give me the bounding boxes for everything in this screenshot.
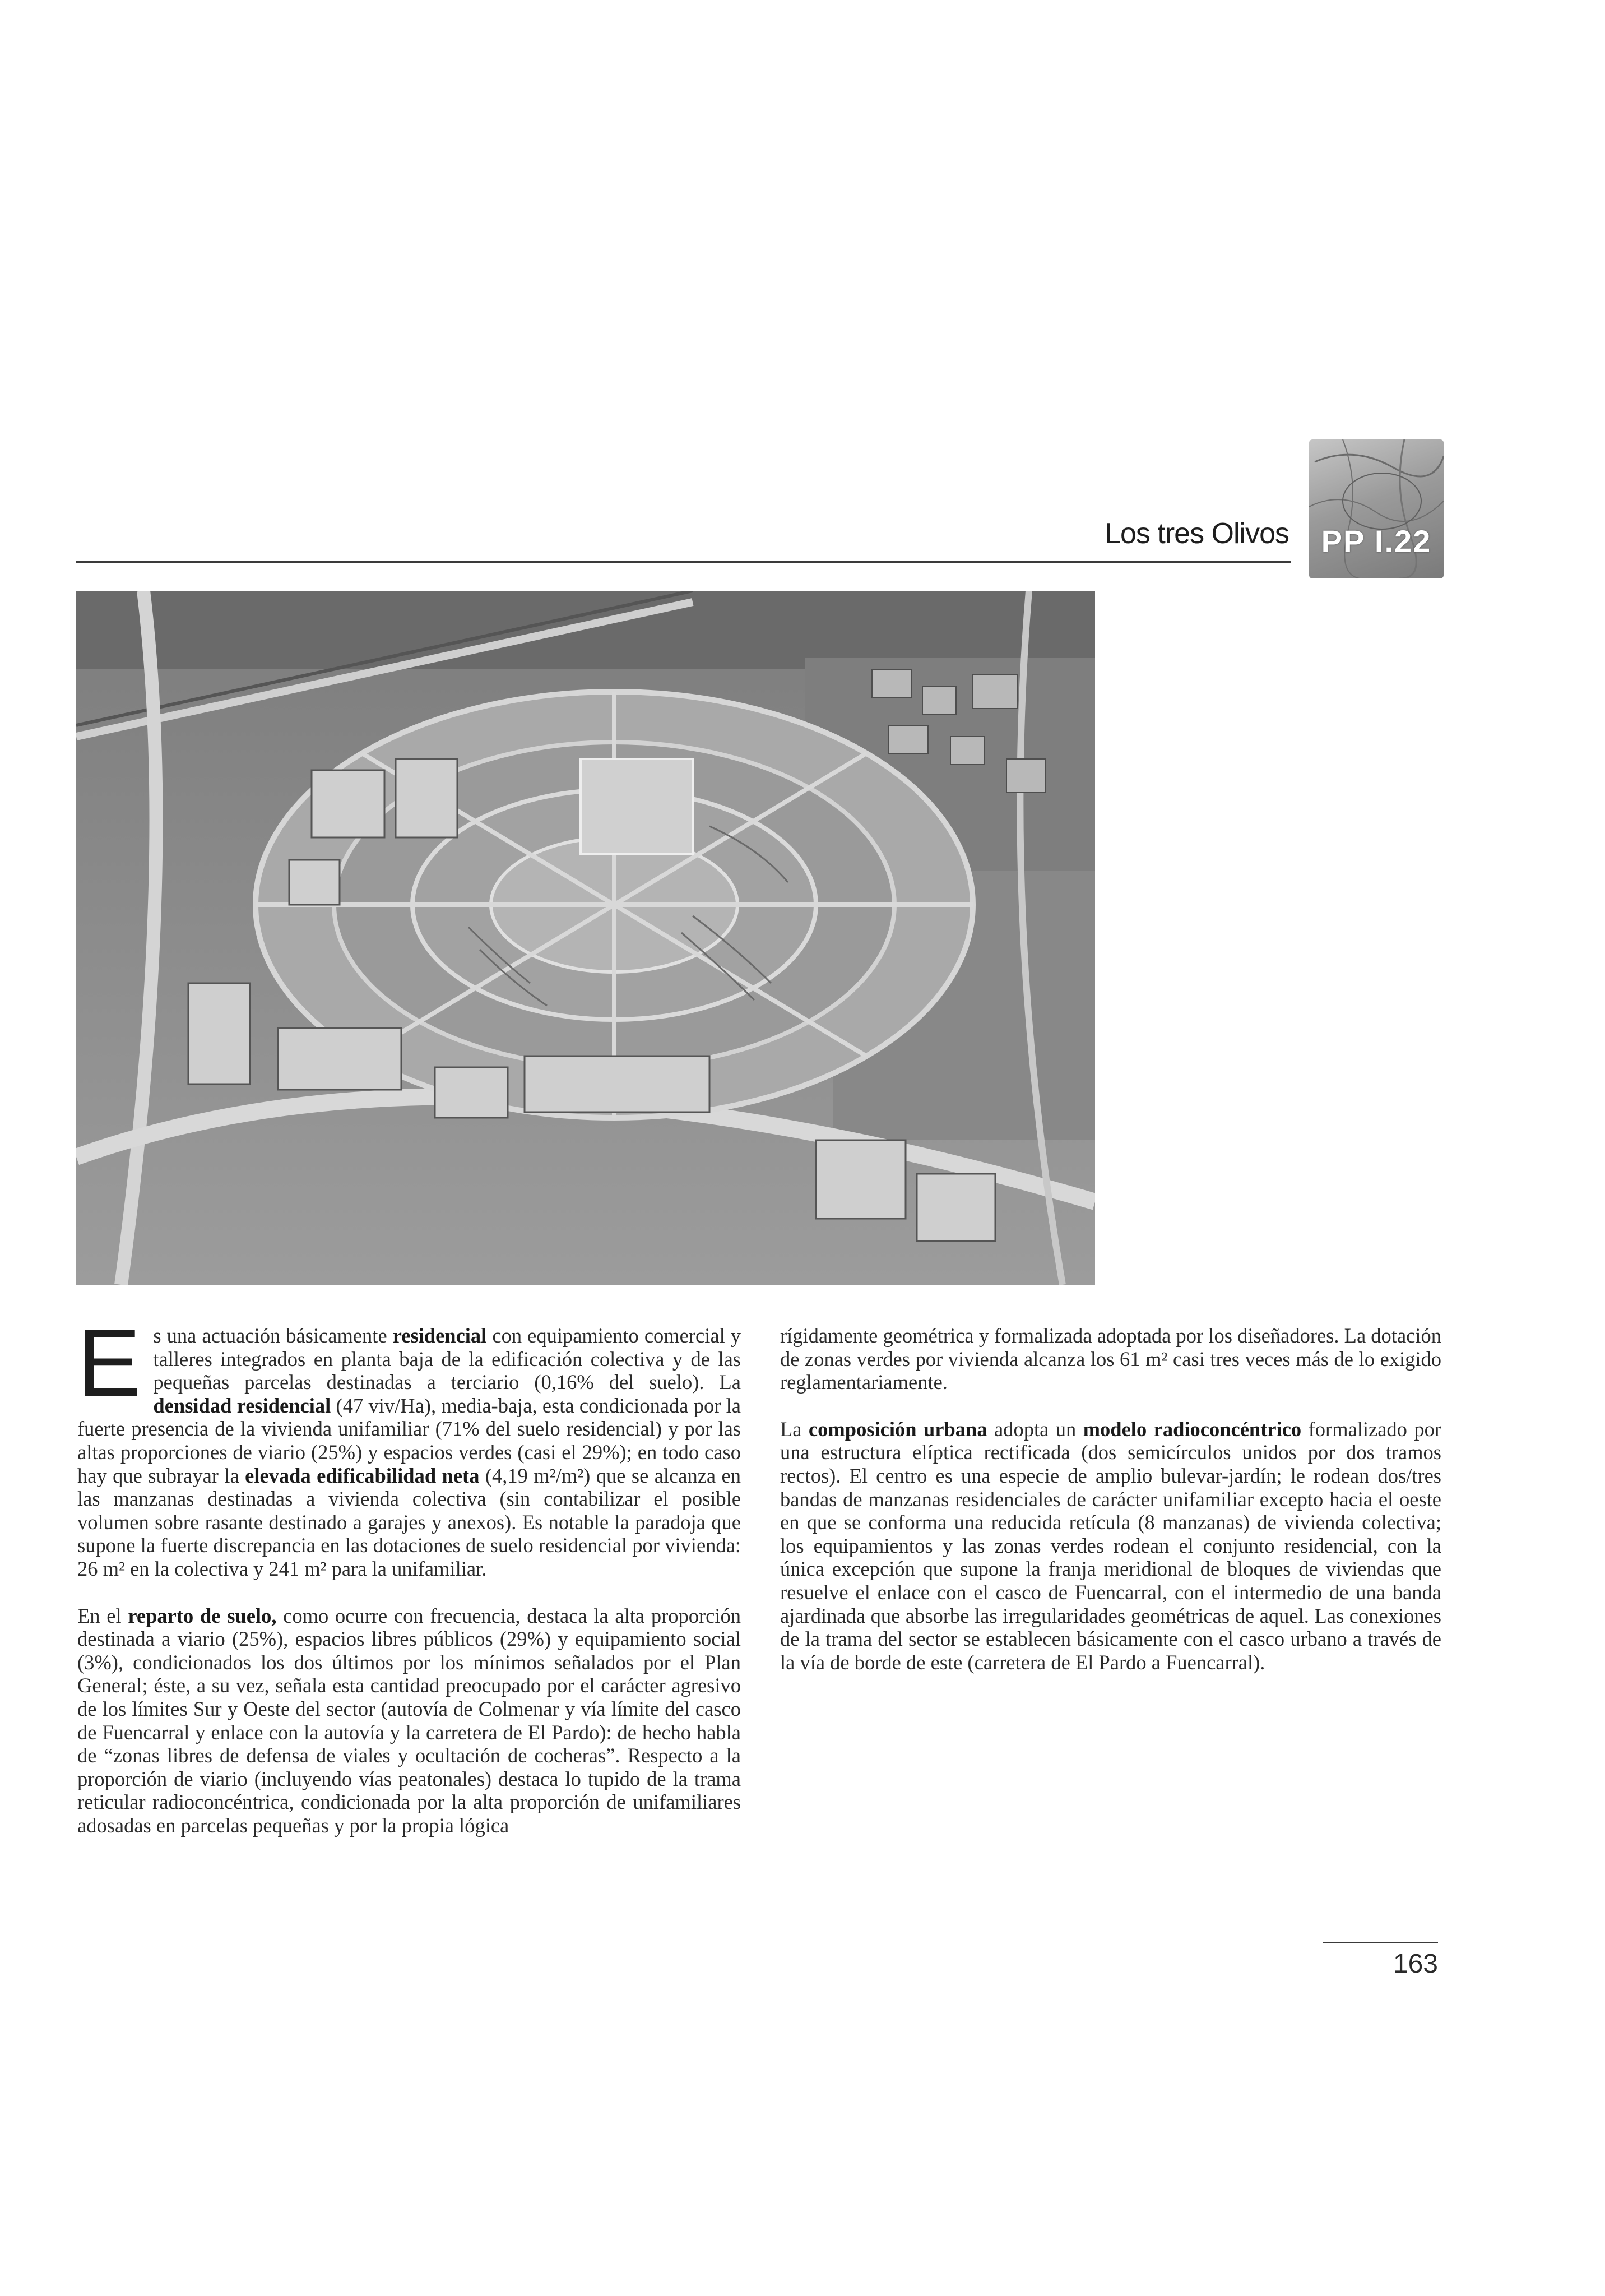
bold-term: densidad residencial bbox=[153, 1394, 331, 1417]
badge-code: PP I.22 bbox=[1321, 524, 1432, 559]
text-run: s una actuación básicamente bbox=[153, 1324, 393, 1347]
bold-term: composición urbana bbox=[808, 1417, 987, 1441]
text-run: En el bbox=[77, 1604, 128, 1627]
section-badge bbox=[1309, 439, 1444, 578]
text-run: rígidamente geométrica y formalizada adoptada por los diseñadores. La dotación de zonas verdes por vivienda alcanza los 61 m² casi tres veces más de lo exigido reglamentariamente. bbox=[780, 1324, 1441, 1394]
page-number-rule bbox=[1323, 1942, 1438, 1943]
bold-term: elevada edificabilidad neta bbox=[245, 1464, 480, 1487]
drop-cap: E bbox=[77, 1310, 141, 1417]
text-run: como ocurre con frecuencia, destaca la alta proporción destinada a viario (25%), espacios libres públicos (29%) y equipamiento social (3%), condicionados los dos últimos por los mínimos señalados por el Plan General; éste, a su vez, señala esta cantidad preocupado por el carácter agresivo de los límites Sur y Oeste del sector (autovía de Colmenar y vía límite del casco de Fuencarral y enlace con la autovía y la carretera de El Pardo): de hecho habla de “zonas libres de defensa de viales y ocultación de cocheras”. Respecto a la proporción de viario (incluyendo vías peatonales) destaca lo tupido de la trama reticular radioconcéntrica, condicionada por la alta proporción de unifamiliares adosadas en parcelas pequeñas y por la propia lógica bbox=[77, 1604, 741, 1837]
text-run: (4,19 m²/m²) que se alcanza en las manzanas destinadas a vivienda colectiva (sin contabilizar el posible volumen sobre rasante destinado a garajes y anexos). Es notable la paradoja que supone la fuerte discrepancia en las dotaciones de suelo residencial por vivienda: 26 m² en la colectiva y 241 m² para la unifamiliar. bbox=[77, 1464, 741, 1580]
text-run: La bbox=[780, 1417, 809, 1441]
aerial-photo bbox=[76, 591, 1095, 1285]
text-run: (47 viv/Ha), media-baja, esta condicionada por la fuerte presencia de la vivienda unifamiliar (71% del suelo residencial) y por las altas proporciones de viario (25%) y espacios verdes (casi el 29%); en todo caso hay que subrayar la bbox=[77, 1394, 741, 1487]
bold-term: modelo radioconcéntrico bbox=[1083, 1417, 1302, 1441]
paragraph-land-distribution bbox=[77, 1604, 741, 1837]
header-rule bbox=[76, 561, 1291, 563]
text-run: formalizado por una estructura elíptica rectificada (dos semicírculos unidos por dos tramos rectos). El centro es una especie de amplio bulevar-jardín; le rodean dos/tres bandas de manzanas residenciales de carácter unifamiliar excepto hacia el oeste en que se conforma una reducida retícula (8 manzanas) de vivienda colectiva; los equipamientos y las zonas verdes rodean el conjunto residencial, con la única excepción que supone la franja meridional de bloques de viviendas que resuelve el enlace con el casco de Fuencarral, con el intermedio de una banda ajardinada que absorbe las irregularidades geométricas de aquel. Las conexiones de la trama del sector se establecen básicamente con el casco urbano a través de la vía de borde de este (carretera de El Pardo a Fuencarral). bbox=[780, 1417, 1441, 1674]
page-number: 163 bbox=[1393, 1949, 1438, 1979]
paragraph-intro bbox=[77, 1310, 741, 1581]
paragraph-continuation bbox=[780, 1324, 1441, 1394]
section-title: Los tres Olivos bbox=[1105, 517, 1289, 550]
paragraph-urban-composition bbox=[780, 1418, 1441, 1674]
text-run: con equipamiento comercial y talleres integrados en planta baja de la edificación colectiva y de las pequeñas parcelas destinadas a terciario (0,16% del suelo). La bbox=[153, 1324, 741, 1394]
aerial-photo-illustration bbox=[76, 591, 1095, 1285]
text-column-right bbox=[780, 1324, 1441, 1697]
text-run: adopta un bbox=[987, 1417, 1083, 1441]
bold-term: reparto de suelo, bbox=[128, 1604, 277, 1627]
bold-term: residencial bbox=[392, 1324, 487, 1347]
text-column-left bbox=[77, 1310, 741, 1860]
